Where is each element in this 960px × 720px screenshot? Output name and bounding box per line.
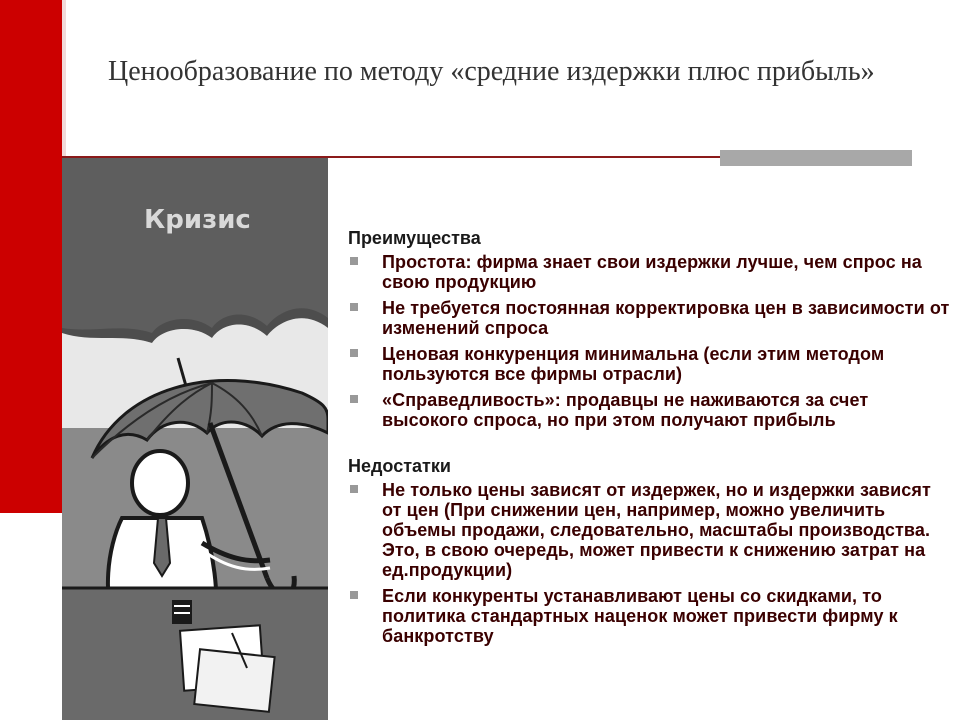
bullet-square-icon: [350, 349, 358, 357]
list-item: [348, 252, 952, 292]
slide-content: [348, 228, 952, 652]
advantages-heading: Преимущества: [348, 228, 481, 248]
bullet-square-icon: [350, 257, 358, 265]
crisis-umbrella-illustration: [62, 158, 328, 720]
bullet-square-icon: [350, 395, 358, 403]
disadvantage-text: Не только цены зависят от издержек, но и издержки зависят от цен (При снижении цен, например, можно увеличить объемы продажи, следовательно, масштабы производства. Это, в свою очередь, может привести к снижению затрат на ед.продукции): [382, 480, 931, 580]
disadvantages-list: [348, 480, 952, 646]
advantages-list: [348, 252, 952, 430]
disadvantage-text: Если конкуренты устанавливают цены со скидками, то политика стандартных наценок может привести фирму к банкротству: [382, 586, 898, 646]
advantage-text: «Справедливость»: продавцы не наживаются за счет высокого спроса, но при этом получают прибыль: [382, 390, 869, 430]
bullet-square-icon: [350, 303, 358, 311]
accent-red-bar: [0, 0, 62, 513]
list-item: [348, 480, 952, 580]
advantage-text: Ценовая конкуренция минимальна (если этим методом пользуются все фирмы отрасли): [382, 344, 885, 384]
bullet-square-icon: [350, 485, 358, 493]
crisis-sign-text: Кризис: [144, 205, 251, 235]
list-item: [348, 298, 952, 338]
bullet-square-icon: [350, 591, 358, 599]
list-item: [348, 344, 952, 384]
title-divider-block: [720, 150, 912, 166]
list-item: [348, 586, 952, 646]
list-item: [348, 390, 952, 430]
disadvantages-heading: Недостатки: [348, 456, 451, 476]
advantage-text: Простота: фирма знает свои издержки лучше, чем спрос на свою продукцию: [382, 252, 922, 292]
slide-title: Ценообразование по методу «средние издержки плюс прибыль»: [108, 56, 875, 87]
advantage-text: Не требуется постоянная корректировка цен в зависимости от изменений спроса: [382, 298, 950, 338]
